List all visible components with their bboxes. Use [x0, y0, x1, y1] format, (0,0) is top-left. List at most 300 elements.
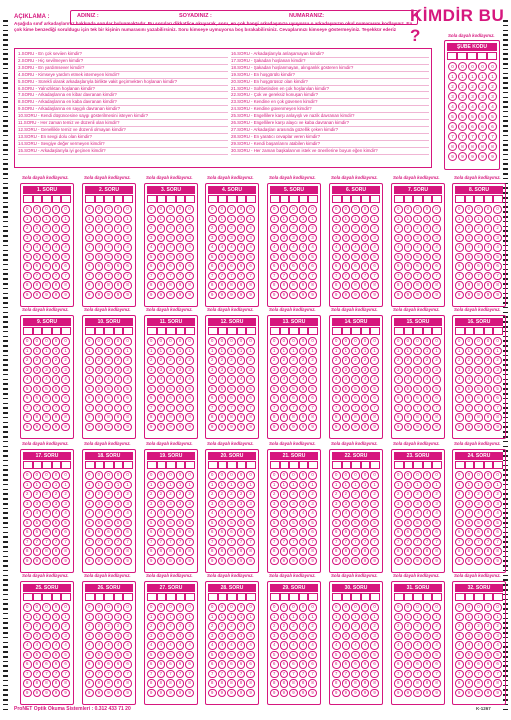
digit-bubble[interactable]: 9 — [493, 423, 502, 432]
digit-bubble[interactable]: 8 — [474, 413, 483, 422]
digit-bubble[interactable]: 9 — [465, 557, 474, 566]
digit-bubble[interactable]: 0 — [104, 205, 113, 214]
digit-bubble[interactable]: 4 — [95, 243, 104, 252]
digit-bubble[interactable]: 6 — [332, 528, 341, 537]
digit-bubble[interactable]: 2 — [61, 622, 70, 631]
digit-bubble[interactable]: 0 — [370, 337, 379, 346]
digit-bubble[interactable]: 8 — [361, 547, 370, 556]
digit-bubble[interactable]: 5 — [52, 385, 61, 394]
digit-bubble[interactable]: 6 — [404, 660, 413, 669]
digit-bubble[interactable]: 1 — [123, 215, 132, 224]
digit-bubble[interactable]: 3 — [280, 500, 289, 509]
digit-bubble[interactable]: 7 — [52, 404, 61, 413]
digit-bubble[interactable]: 6 — [218, 660, 227, 669]
digit-bubble[interactable]: 7 — [423, 404, 432, 413]
digit-bubble[interactable]: 9 — [342, 423, 351, 432]
digit-bubble[interactable]: 5 — [299, 253, 308, 262]
digit-bubble[interactable]: 2 — [157, 356, 166, 365]
digit-bubble[interactable]: 5 — [280, 519, 289, 528]
digit-bubble[interactable]: 3 — [455, 500, 464, 509]
digit-bubble[interactable]: 4 — [404, 375, 413, 384]
digit-bubble[interactable]: 1 — [484, 481, 493, 490]
digit-bubble[interactable]: 4 — [23, 243, 32, 252]
digit-bubble[interactable]: 9 — [370, 291, 379, 300]
digit-bubble[interactable]: 3 — [270, 632, 279, 641]
digit-bubble[interactable]: 1 — [404, 613, 413, 622]
digit-bubble[interactable]: 1 — [289, 347, 298, 356]
digit-bubble[interactable]: 1 — [246, 347, 255, 356]
digit-bubble[interactable]: 5 — [208, 519, 217, 528]
digit-bubble[interactable]: 0 — [176, 337, 185, 346]
digit-bubble[interactable]: 3 — [308, 632, 317, 641]
digit-bubble[interactable]: 5 — [157, 519, 166, 528]
digit-bubble[interactable]: 3 — [33, 234, 42, 243]
digit-bubble[interactable]: 7 — [23, 670, 32, 679]
soru-write-cells[interactable] — [455, 195, 503, 203]
digit-bubble[interactable]: 5 — [478, 112, 487, 121]
digit-bubble[interactable]: 1 — [42, 215, 51, 224]
digit-bubble[interactable]: 6 — [280, 660, 289, 669]
digit-bubble[interactable]: 9 — [104, 423, 113, 432]
digit-bubble[interactable]: 3 — [484, 632, 493, 641]
digit-bubble[interactable]: 2 — [185, 490, 194, 499]
digit-bubble[interactable]: 2 — [394, 622, 403, 631]
digit-bubble[interactable]: 8 — [42, 679, 51, 688]
digit-bubble[interactable]: 9 — [404, 423, 413, 432]
digit-bubble[interactable]: 2 — [246, 224, 255, 233]
digit-bubble[interactable]: 5 — [33, 651, 42, 660]
digit-bubble[interactable]: 3 — [157, 632, 166, 641]
digit-bubble[interactable]: 9 — [370, 689, 379, 698]
digit-bubble[interactable]: 5 — [455, 253, 464, 262]
digit-bubble[interactable]: 4 — [270, 509, 279, 518]
digit-bubble[interactable]: 9 — [23, 423, 32, 432]
digit-bubble[interactable]: 1 — [474, 613, 483, 622]
digit-bubble[interactable]: 4 — [423, 375, 432, 384]
digit-bubble[interactable]: 5 — [237, 253, 246, 262]
digit-bubble[interactable]: 5 — [370, 651, 379, 660]
digit-bubble[interactable]: 6 — [404, 394, 413, 403]
digit-bubble[interactable]: 0 — [308, 603, 317, 612]
digit-bubble[interactable]: 3 — [280, 366, 289, 375]
digit-bubble[interactable]: 5 — [33, 385, 42, 394]
digit-bubble[interactable]: 6 — [218, 262, 227, 271]
digit-bubble[interactable]: 1 — [237, 215, 246, 224]
digit-bubble[interactable]: 0 — [394, 471, 403, 480]
digit-bubble[interactable]: 8 — [474, 547, 483, 556]
digit-bubble[interactable]: 8 — [185, 413, 194, 422]
digit-bubble[interactable]: 5 — [270, 519, 279, 528]
digit-bubble[interactable]: 7 — [270, 670, 279, 679]
digit-bubble[interactable]: 7 — [484, 404, 493, 413]
digit-bubble[interactable]: 2 — [123, 490, 132, 499]
digit-bubble[interactable]: 8 — [361, 281, 370, 290]
soru-write-cells[interactable] — [455, 461, 503, 469]
digit-bubble[interactable]: 0 — [351, 337, 360, 346]
digit-bubble[interactable]: 3 — [176, 632, 185, 641]
digit-bubble[interactable]: 8 — [42, 547, 51, 556]
digit-bubble[interactable]: 0 — [493, 205, 502, 214]
digit-bubble[interactable]: 8 — [104, 413, 113, 422]
digit-bubble[interactable]: 2 — [246, 622, 255, 631]
digit-bubble[interactable]: 5 — [493, 385, 502, 394]
soru-write-cells[interactable] — [147, 461, 195, 469]
digit-bubble[interactable]: 4 — [394, 243, 403, 252]
digit-bubble[interactable]: 8 — [166, 281, 175, 290]
digit-bubble[interactable]: 0 — [114, 205, 123, 214]
digit-bubble[interactable]: 3 — [308, 500, 317, 509]
digit-bubble[interactable]: 4 — [404, 641, 413, 650]
digit-bubble[interactable]: 6 — [455, 394, 464, 403]
digit-bubble[interactable]: 3 — [42, 632, 51, 641]
digit-bubble[interactable]: 2 — [455, 356, 464, 365]
digit-bubble[interactable]: 1 — [42, 481, 51, 490]
digit-bubble[interactable]: 5 — [166, 385, 175, 394]
digit-bubble[interactable]: 2 — [104, 622, 113, 631]
digit-bubble[interactable]: 4 — [370, 375, 379, 384]
digit-bubble[interactable]: 0 — [227, 471, 236, 480]
digit-bubble[interactable]: 4 — [308, 243, 317, 252]
digit-bubble[interactable]: 6 — [289, 660, 298, 669]
digit-bubble[interactable]: 4 — [423, 509, 432, 518]
digit-bubble[interactable]: 1 — [227, 347, 236, 356]
digit-bubble[interactable]: 0 — [42, 205, 51, 214]
digit-bubble[interactable]: 6 — [468, 122, 477, 131]
digit-bubble[interactable]: 8 — [299, 413, 308, 422]
digit-bubble[interactable]: 5 — [308, 519, 317, 528]
digit-bubble[interactable]: 3 — [95, 366, 104, 375]
digit-bubble[interactable]: 1 — [42, 613, 51, 622]
digit-bubble[interactable]: 1 — [280, 347, 289, 356]
digit-bubble[interactable]: 9 — [423, 689, 432, 698]
digit-bubble[interactable]: 0 — [370, 603, 379, 612]
digit-bubble[interactable]: 0 — [455, 471, 464, 480]
digit-bubble[interactable]: 3 — [404, 366, 413, 375]
digit-bubble[interactable]: 6 — [114, 660, 123, 669]
digit-bubble[interactable]: 7 — [208, 538, 217, 547]
digit-bubble[interactable]: 5 — [280, 253, 289, 262]
digit-bubble[interactable]: 0 — [404, 471, 413, 480]
digit-bubble[interactable]: 1 — [218, 481, 227, 490]
soru-write-cells[interactable] — [85, 195, 133, 203]
digit-bubble[interactable]: 8 — [458, 142, 467, 151]
digit-bubble[interactable]: 2 — [308, 356, 317, 365]
digit-bubble[interactable]: 5 — [166, 519, 175, 528]
digit-bubble[interactable]: 5 — [299, 651, 308, 660]
digit-bubble[interactable]: 1 — [218, 215, 227, 224]
digit-bubble[interactable]: 9 — [361, 557, 370, 566]
digit-bubble[interactable]: 0 — [114, 337, 123, 346]
digit-bubble[interactable]: 6 — [157, 528, 166, 537]
digit-bubble[interactable]: 6 — [95, 394, 104, 403]
digit-bubble[interactable]: 3 — [33, 500, 42, 509]
digit-bubble[interactable]: 2 — [185, 224, 194, 233]
digit-bubble[interactable]: 9 — [270, 291, 279, 300]
digit-bubble[interactable]: 2 — [147, 622, 156, 631]
digit-bubble[interactable]: 9 — [123, 557, 132, 566]
digit-bubble[interactable]: 7 — [218, 272, 227, 281]
digit-bubble[interactable]: 7 — [147, 538, 156, 547]
digit-bubble[interactable]: 4 — [42, 641, 51, 650]
digit-bubble[interactable]: 1 — [493, 215, 502, 224]
digit-bubble[interactable]: 4 — [61, 243, 70, 252]
digit-bubble[interactable]: 8 — [474, 679, 483, 688]
digit-bubble[interactable]: 8 — [404, 281, 413, 290]
digit-bubble[interactable]: 0 — [361, 471, 370, 480]
digit-bubble[interactable]: 4 — [413, 243, 422, 252]
digit-bubble[interactable]: 8 — [299, 679, 308, 688]
digit-bubble[interactable]: 7 — [218, 538, 227, 547]
digit-bubble[interactable]: 9 — [465, 291, 474, 300]
digit-bubble[interactable]: 2 — [448, 82, 457, 91]
digit-bubble[interactable]: 3 — [474, 500, 483, 509]
digit-bubble[interactable]: 3 — [351, 234, 360, 243]
digit-bubble[interactable]: 2 — [432, 622, 441, 631]
digit-bubble[interactable]: 6 — [465, 262, 474, 271]
digit-bubble[interactable]: 2 — [52, 490, 61, 499]
digit-bubble[interactable]: 4 — [185, 641, 194, 650]
digit-bubble[interactable]: 5 — [227, 253, 236, 262]
digit-bubble[interactable]: 5 — [270, 385, 279, 394]
digit-bubble[interactable]: 9 — [166, 689, 175, 698]
digit-bubble[interactable]: 3 — [342, 500, 351, 509]
digit-bubble[interactable]: 0 — [23, 603, 32, 612]
digit-bubble[interactable]: 5 — [147, 385, 156, 394]
digit-bubble[interactable]: 3 — [299, 500, 308, 509]
digit-bubble[interactable]: 7 — [299, 538, 308, 547]
digit-bubble[interactable]: 5 — [176, 253, 185, 262]
digit-bubble[interactable]: 0 — [394, 337, 403, 346]
digit-bubble[interactable]: 2 — [474, 356, 483, 365]
digit-bubble[interactable]: 5 — [176, 651, 185, 660]
digit-bubble[interactable]: 5 — [123, 385, 132, 394]
digit-bubble[interactable]: 1 — [404, 481, 413, 490]
digit-bubble[interactable]: 7 — [123, 670, 132, 679]
digit-bubble[interactable]: 2 — [114, 490, 123, 499]
digit-bubble[interactable]: 3 — [413, 632, 422, 641]
digit-bubble[interactable]: 6 — [166, 262, 175, 271]
digit-bubble[interactable]: 8 — [484, 413, 493, 422]
digit-bubble[interactable]: 3 — [458, 92, 467, 101]
digit-bubble[interactable]: 0 — [484, 603, 493, 612]
digit-bubble[interactable]: 4 — [246, 375, 255, 384]
digit-bubble[interactable]: 8 — [185, 679, 194, 688]
digit-bubble[interactable]: 2 — [280, 490, 289, 499]
digit-bubble[interactable]: 2 — [114, 224, 123, 233]
digit-bubble[interactable]: 2 — [465, 622, 474, 631]
digit-bubble[interactable]: 9 — [176, 291, 185, 300]
digit-bubble[interactable]: 8 — [468, 142, 477, 151]
digit-bubble[interactable]: 7 — [413, 538, 422, 547]
digit-bubble[interactable]: 6 — [370, 528, 379, 537]
digit-bubble[interactable]: 3 — [147, 366, 156, 375]
digit-bubble[interactable]: 8 — [308, 679, 317, 688]
digit-bubble[interactable]: 6 — [432, 394, 441, 403]
digit-bubble[interactable]: 4 — [474, 243, 483, 252]
digit-bubble[interactable]: 0 — [455, 603, 464, 612]
digit-bubble[interactable]: 3 — [465, 234, 474, 243]
digit-bubble[interactable]: 4 — [342, 375, 351, 384]
digit-bubble[interactable]: 2 — [299, 490, 308, 499]
digit-bubble[interactable]: 5 — [185, 519, 194, 528]
digit-bubble[interactable]: 7 — [237, 272, 246, 281]
digit-bubble[interactable]: 5 — [361, 651, 370, 660]
digit-bubble[interactable]: 5 — [246, 651, 255, 660]
digit-bubble[interactable]: 8 — [176, 413, 185, 422]
digit-bubble[interactable]: 2 — [237, 224, 246, 233]
digit-bubble[interactable]: 0 — [370, 471, 379, 480]
digit-bubble[interactable]: 5 — [342, 651, 351, 660]
digit-bubble[interactable]: 4 — [351, 641, 360, 650]
digit-bubble[interactable]: 6 — [394, 394, 403, 403]
digit-bubble[interactable]: 0 — [493, 337, 502, 346]
digit-bubble[interactable]: 9 — [332, 423, 341, 432]
digit-bubble[interactable]: 2 — [42, 356, 51, 365]
digit-bubble[interactable]: 2 — [280, 622, 289, 631]
digit-bubble[interactable]: 1 — [289, 215, 298, 224]
digit-bubble[interactable]: 3 — [227, 234, 236, 243]
digit-bubble[interactable]: 6 — [114, 394, 123, 403]
digit-bubble[interactable]: 9 — [208, 423, 217, 432]
digit-bubble[interactable]: 0 — [185, 337, 194, 346]
digit-bubble[interactable]: 5 — [23, 253, 32, 262]
digit-bubble[interactable]: 6 — [484, 394, 493, 403]
digit-bubble[interactable]: 5 — [394, 651, 403, 660]
digit-bubble[interactable]: 2 — [280, 224, 289, 233]
digit-bubble[interactable]: 8 — [423, 413, 432, 422]
digit-bubble[interactable]: 5 — [123, 651, 132, 660]
digit-bubble[interactable]: 6 — [493, 528, 502, 537]
digit-bubble[interactable]: 7 — [23, 272, 32, 281]
digit-bubble[interactable]: 3 — [23, 500, 32, 509]
digit-bubble[interactable]: 0 — [237, 471, 246, 480]
digit-bubble[interactable]: 1 — [299, 347, 308, 356]
digit-bubble[interactable]: 4 — [33, 243, 42, 252]
digit-bubble[interactable]: 8 — [455, 281, 464, 290]
digit-bubble[interactable]: 8 — [114, 679, 123, 688]
digit-bubble[interactable]: 4 — [455, 509, 464, 518]
digit-bubble[interactable]: 5 — [465, 385, 474, 394]
digit-bubble[interactable]: 7 — [114, 670, 123, 679]
digit-bubble[interactable]: 5 — [468, 112, 477, 121]
digit-bubble[interactable]: 8 — [85, 679, 94, 688]
digit-bubble[interactable]: 3 — [289, 500, 298, 509]
digit-bubble[interactable]: 3 — [413, 366, 422, 375]
digit-bubble[interactable]: 7 — [95, 404, 104, 413]
digit-bubble[interactable]: 4 — [432, 641, 441, 650]
digit-bubble[interactable]: 3 — [23, 234, 32, 243]
digit-bubble[interactable]: 0 — [404, 205, 413, 214]
digit-bubble[interactable]: 6 — [104, 262, 113, 271]
digit-bubble[interactable]: 9 — [157, 689, 166, 698]
digit-bubble[interactable]: 8 — [342, 413, 351, 422]
digit-bubble[interactable]: 9 — [123, 423, 132, 432]
digit-bubble[interactable]: 5 — [413, 651, 422, 660]
digit-bubble[interactable]: 2 — [123, 356, 132, 365]
digit-bubble[interactable]: 8 — [227, 413, 236, 422]
digit-bubble[interactable]: 8 — [493, 679, 502, 688]
digit-bubble[interactable]: 0 — [458, 62, 467, 71]
digit-bubble[interactable]: 5 — [458, 112, 467, 121]
digit-bubble[interactable]: 9 — [176, 423, 185, 432]
digit-bubble[interactable]: 0 — [157, 603, 166, 612]
digit-bubble[interactable]: 8 — [484, 679, 493, 688]
digit-bubble[interactable]: 7 — [227, 538, 236, 547]
digit-bubble[interactable]: 4 — [484, 243, 493, 252]
digit-bubble[interactable]: 9 — [147, 557, 156, 566]
digit-bubble[interactable]: 2 — [270, 490, 279, 499]
digit-bubble[interactable]: 2 — [351, 490, 360, 499]
digit-bubble[interactable]: 8 — [413, 413, 422, 422]
soru-write-cells[interactable] — [85, 593, 133, 601]
digit-bubble[interactable]: 1 — [423, 481, 432, 490]
digit-bubble[interactable]: 4 — [413, 375, 422, 384]
digit-bubble[interactable]: 3 — [237, 632, 246, 641]
digit-bubble[interactable]: 2 — [23, 224, 32, 233]
digit-bubble[interactable]: 2 — [95, 490, 104, 499]
digit-bubble[interactable]: 6 — [61, 528, 70, 537]
digit-bubble[interactable]: 1 — [157, 481, 166, 490]
digit-bubble[interactable]: 6 — [308, 262, 317, 271]
digit-bubble[interactable]: 5 — [147, 651, 156, 660]
digit-bubble[interactable]: 5 — [147, 253, 156, 262]
soru-write-cells[interactable] — [23, 195, 71, 203]
digit-bubble[interactable]: 8 — [361, 413, 370, 422]
digit-bubble[interactable]: 8 — [33, 413, 42, 422]
digit-bubble[interactable]: 5 — [227, 651, 236, 660]
digit-bubble[interactable]: 5 — [423, 385, 432, 394]
digit-bubble[interactable]: 7 — [95, 670, 104, 679]
digit-bubble[interactable]: 5 — [237, 385, 246, 394]
digit-bubble[interactable]: 0 — [246, 603, 255, 612]
digit-bubble[interactable]: 3 — [227, 366, 236, 375]
digit-bubble[interactable]: 6 — [432, 262, 441, 271]
digit-bubble[interactable]: 2 — [218, 356, 227, 365]
digit-bubble[interactable]: 7 — [246, 404, 255, 413]
digit-bubble[interactable]: 7 — [237, 404, 246, 413]
digit-bubble[interactable]: 7 — [237, 538, 246, 547]
digit-bubble[interactable]: 7 — [218, 404, 227, 413]
digit-bubble[interactable]: 1 — [185, 215, 194, 224]
digit-bubble[interactable]: 8 — [176, 281, 185, 290]
digit-bubble[interactable]: 1 — [394, 613, 403, 622]
digit-bubble[interactable]: 7 — [370, 272, 379, 281]
digit-bubble[interactable]: 8 — [52, 413, 61, 422]
digit-bubble[interactable]: 9 — [432, 557, 441, 566]
digit-bubble[interactable]: 2 — [166, 622, 175, 631]
digit-bubble[interactable]: 1 — [104, 481, 113, 490]
digit-bubble[interactable]: 7 — [404, 670, 413, 679]
digit-bubble[interactable]: 5 — [361, 253, 370, 262]
digit-bubble[interactable]: 2 — [370, 356, 379, 365]
digit-bubble[interactable]: 9 — [342, 689, 351, 698]
digit-bubble[interactable]: 5 — [404, 519, 413, 528]
digit-bubble[interactable]: 8 — [370, 281, 379, 290]
digit-bubble[interactable]: 8 — [52, 679, 61, 688]
digit-bubble[interactable]: 3 — [123, 366, 132, 375]
digit-bubble[interactable]: 3 — [404, 234, 413, 243]
digit-bubble[interactable]: 8 — [423, 679, 432, 688]
digit-bubble[interactable]: 4 — [147, 509, 156, 518]
digit-bubble[interactable]: 4 — [85, 243, 94, 252]
digit-bubble[interactable]: 7 — [299, 404, 308, 413]
digit-bubble[interactable]: 2 — [176, 490, 185, 499]
digit-bubble[interactable]: 2 — [218, 622, 227, 631]
digit-bubble[interactable]: 6 — [474, 394, 483, 403]
digit-bubble[interactable]: 2 — [299, 622, 308, 631]
digit-bubble[interactable]: 9 — [176, 689, 185, 698]
digit-bubble[interactable]: 8 — [147, 413, 156, 422]
